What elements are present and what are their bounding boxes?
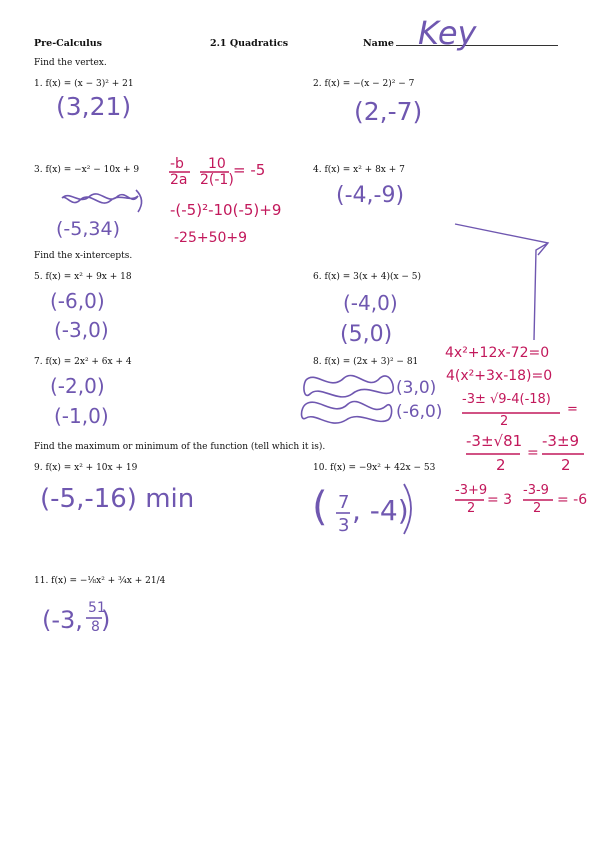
work-8-line4-num2: -3±9 <box>542 432 580 450</box>
work-8-line4-den: 2 <box>496 456 506 474</box>
answer-10-num: 7 <box>338 492 350 513</box>
instruction-max-min: Find the maximum or minimum of the function (tell which it is). <box>34 442 326 452</box>
work-8-line5-b-den: 2 <box>533 501 542 516</box>
problem-3: 3. f(x) = −x² − 10x + 9 <box>34 165 140 175</box>
answer-10-rest: , -4) <box>352 494 409 527</box>
answer-10-close-paren <box>404 484 411 534</box>
answer-7a: (-2,0) <box>50 374 105 398</box>
work-3-frac2-num: 10 <box>208 156 226 172</box>
answer-2: (2,-7) <box>354 97 423 126</box>
work-8-line4-num: -3±√81 <box>466 432 523 450</box>
answer-7b: (-1,0) <box>54 404 109 428</box>
work-3-frac1-den: 2a <box>170 172 188 188</box>
answer-11-close: ) <box>101 606 111 634</box>
work-3-frac1-num: -b <box>170 156 184 172</box>
arrow-stroke <box>455 224 548 340</box>
problem-8: 8. f(x) = (2x + 3)² − 81 <box>313 357 419 367</box>
work-8-line3-num: -3± √9-4(-18) <box>462 392 551 407</box>
scribble-3 <box>62 194 138 203</box>
problem-10: 10. f(x) = −9x² + 42x − 53 <box>313 463 436 473</box>
work-8-line5-b-res: = -6 <box>557 492 588 508</box>
work-8-line3-eq: = <box>567 402 578 417</box>
answer-10-den: 3 <box>338 515 350 536</box>
lesson-title: 2.1 Quadratics <box>210 38 289 49</box>
answer-8b: (-6,0) <box>396 402 443 422</box>
instruction-vertex: Find the vertex. <box>34 58 107 68</box>
answer-9: (-5,-16) min <box>40 484 195 514</box>
course-title: Pre-Calculus <box>34 38 103 49</box>
problem-6: 6. f(x) = 3(x + 4)(x − 5) <box>313 272 422 282</box>
problem-2: 2. f(x) = −(x − 2)² − 7 <box>313 79 415 89</box>
answer-11-num: 51 <box>88 600 106 616</box>
answer-11-open: (-3, <box>42 606 83 634</box>
answer-8a: (3,0) <box>396 378 437 398</box>
work-8-line4-eq: = <box>527 445 539 461</box>
work-3-line3: -25+50+9 <box>174 230 248 246</box>
instruction-x-intercepts: Find the x-intercepts. <box>34 251 133 261</box>
answer-6b: (5,0) <box>340 322 393 347</box>
answer-5a: (-6,0) <box>50 289 105 313</box>
work-8-line2: 4(x²+3x-18)=0 <box>446 368 553 384</box>
problem-7: 7. f(x) = 2x² + 6x + 4 <box>34 357 132 367</box>
problem-1: 1. f(x) = (x − 3)² + 21 <box>34 79 134 89</box>
name-label: Name <box>363 38 394 49</box>
answer-11-den: 8 <box>91 619 100 635</box>
answer-6a: (-4,0) <box>343 291 398 315</box>
work-3-line2: -(-5)²-10(-5)+9 <box>170 201 282 219</box>
work-3-result: = -5 <box>233 161 266 179</box>
problem-9: 9. f(x) = x² + 10x + 19 <box>34 463 138 473</box>
name-value: Key <box>418 14 477 52</box>
work-8-line3-den: 2 <box>500 414 509 429</box>
scribble-8b <box>302 401 392 423</box>
work-8-line4-den2: 2 <box>561 456 571 474</box>
scribble-8a <box>304 375 393 396</box>
work-8-line5-a-den: 2 <box>467 501 476 516</box>
scribble-3-paren <box>136 190 142 212</box>
answer-5b: (-3,0) <box>54 318 109 342</box>
answer-10-open: ( <box>312 484 328 530</box>
work-3-frac2-den: 2(-1) <box>200 172 234 188</box>
work-8-line5-a-res: = 3 <box>487 492 513 508</box>
problem-11: 11. f(x) = −⅛x² + ¾x + 21/4 <box>34 576 166 586</box>
answer-4: (-4,-9) <box>336 183 405 208</box>
problem-5: 5. f(x) = x² + 9x + 18 <box>34 272 132 282</box>
work-8-line1: 4x²+12x-72=0 <box>445 345 550 361</box>
answer-3: (-5,34) <box>56 218 120 240</box>
problem-4: 4. f(x) = x² + 8x + 7 <box>313 165 405 175</box>
answer-1: (3,21) <box>56 92 132 121</box>
work-8-line5-a-num: -3+9 <box>455 483 488 498</box>
work-8-line5-b-num: -3-9 <box>523 483 549 498</box>
